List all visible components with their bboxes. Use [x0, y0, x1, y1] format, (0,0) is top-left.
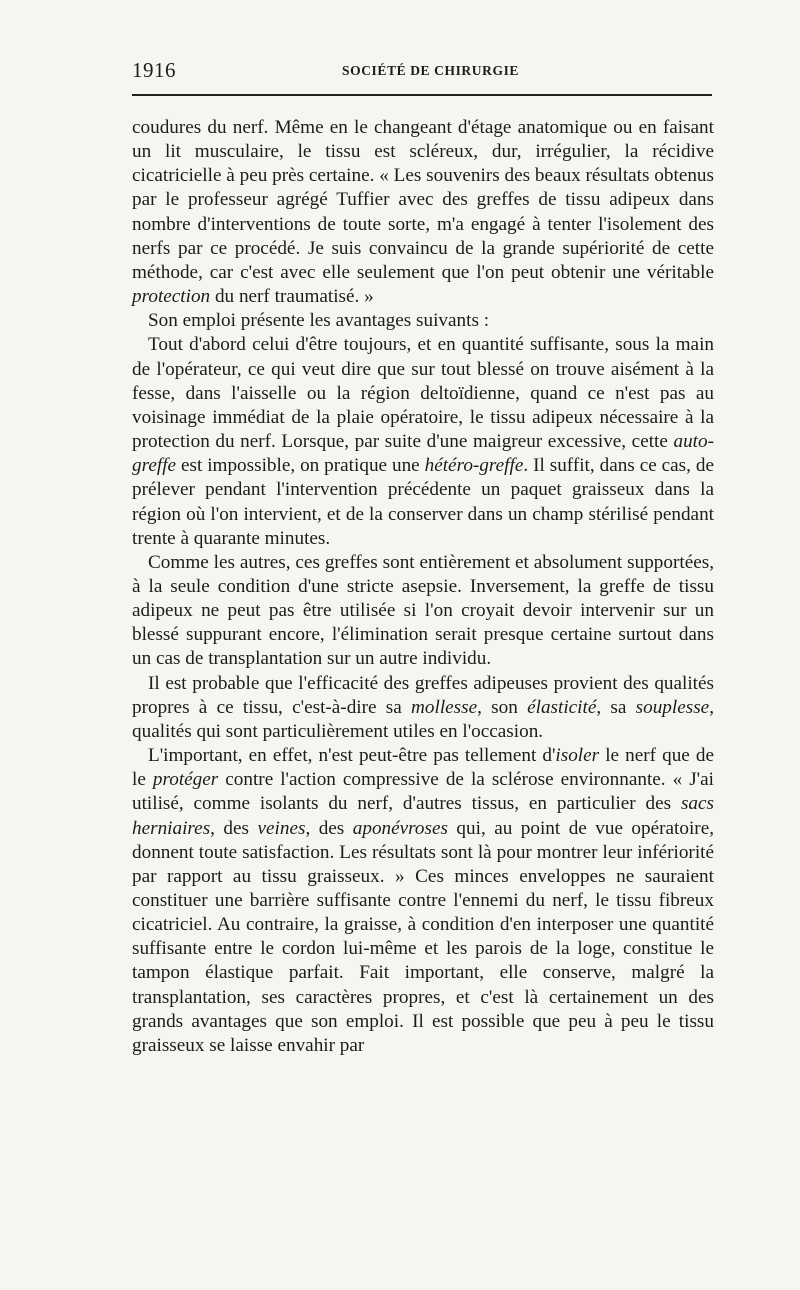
italic-term: mollesse [411, 696, 478, 718]
italic-term: auto-greffe [132, 431, 714, 477]
paragraph: L'important, en effet, n'est peut-être pas tellement d'isoler le nerf que de le protéger contre l'action compressive de la sclérose environnante. « J'ai utilisé, comme isolants du nerf, d'autres tissus, en particulier des sacs herniaires, des veines, des aponévroses qui, au point de vue opératoire, donnent toute satisfaction. Les résultats sont là pour montrer leur infériorité par rapport au tissu graisseux. » Ces minces enveloppes ne sauraient constituer une barrière suffisante contre l'ennemi du nerf, le tissu fibreux cicatriciel. Au contraire, la graisse, à condition d'en interposer une quantité suffisante entre le cordon lui-même et les parois de la loge, constitue le tampon élastique parfait. Fait important, elle conserve, malgré la transplantation, ses caractères propres, et c'est là certainement un des grands avantages que son emploi. Il est possible que peu à peu le tissu graisseux se laisse envahir par [132, 745, 715, 1056]
paragraph: coudures du nerf. Même en le changeant d'étage anatomique ou en faisant un lit musculaire, le tissu est scléreux, dur, irrégulier, la récidive cicatricielle à peu près certaine. « Les souvenirs des beaux résultats obtenus par le professeur agrégé Tuffier avec des greffes de tissu adipeux dans nombre d'interventions de toute sorte, m'a engagé à tenter l'isolement des nerfs par ce procédé. Je suis convaincu de la grande supériorité de cette méthode, car c'est avec elle seulement que l'on peut obtenir une véritable protection du nerf traumatisé. » [132, 117, 714, 308]
running-header [132, 58, 712, 84]
paragraph: Son emploi présente les avantages suivants : [148, 310, 490, 332]
paragraph: Il est probable que l'efficacité des greffes adipeuses provient des qualités propres à ce tissu, c'est-à-dire sa mollesse, son élasticité, sa souplesse, qualités qui sont particulièrement utiles en l'occasion. [132, 672, 714, 742]
italic-term: veines [257, 817, 306, 839]
italic-term: aponévroses [352, 817, 448, 839]
italic-term: souplesse [635, 696, 710, 718]
paragraph: Tout d'abord celui d'être toujours, et en quantité suffisante, sous la main de l'opérateur, ce qui veut dire que sur tout blessé on trouve aisément à la fesse, dans l'aisselle ou la région deltoïdienne, quand ce n'est pas au voisinage immédiat de la plaie opératoire, le tissu adipeux nécessaire à la protection du nerf. Lorsque, par suite d'une maigreur excessive, cette auto-greffe est impossible, on pratique une hétéro-greffe. Il suffit, dans ce cas, de prélever pendant l'intervention précédente un paquet graisseux dans la région où l'on intervient, et de la conserver dans un champ stérilisé pendant trente à quarante minutes. [132, 334, 714, 549]
italic-term: isoler [555, 745, 600, 767]
paragraph: Comme les autres, ces greffes sont entièrement et absolument supportées, à la seule condition d'une stricte asepsie. Inversement, la greffe de tissu adipeux ne peut pas être utilisée si l'on croyait devoir intervenir sur un blessé suppurant encore, l'élimination serait presque certaine surtout dans un cas de transplantation sur un autre individu. [132, 551, 714, 670]
italic-term: hétéro-greffe [424, 455, 524, 477]
italic-term: élasticité [527, 696, 597, 718]
page-number: 1916 [132, 58, 176, 82]
body-text [132, 116, 714, 1058]
header-rule [132, 94, 712, 96]
italic-term: sacs herniaires [132, 793, 714, 839]
italic-term: protection [132, 286, 211, 308]
running-title: SOCIÉTÉ DE CHIRURGIE [342, 63, 520, 78]
italic-term: protéger [152, 769, 219, 791]
